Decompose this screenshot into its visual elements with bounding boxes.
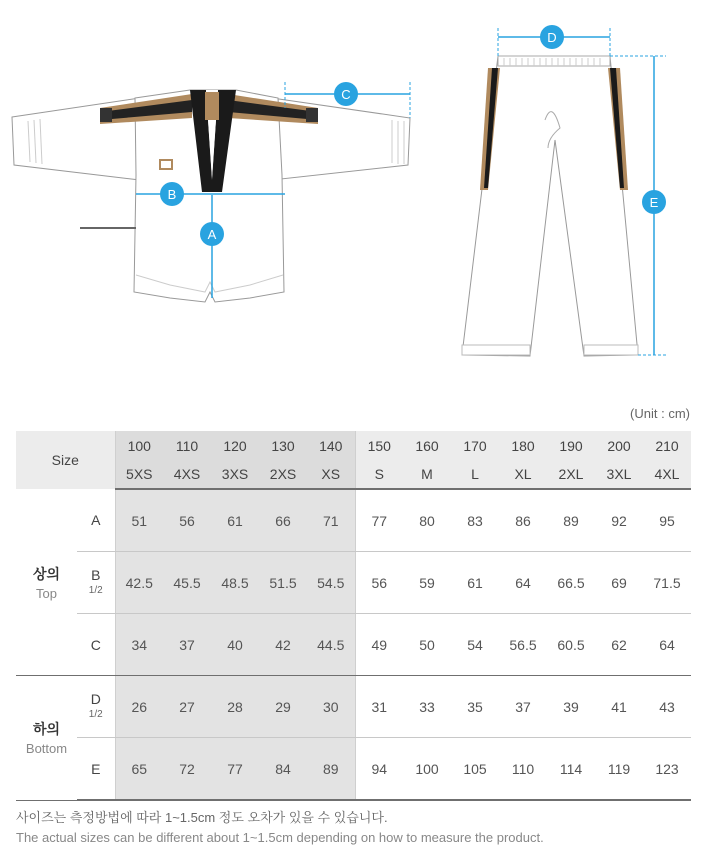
- value-cell: 48.5: [211, 552, 259, 614]
- group-label-en: Top: [36, 585, 57, 601]
- marker-e: [642, 190, 666, 214]
- size-cell: M: [403, 460, 451, 489]
- height-cell: 140: [307, 431, 355, 460]
- height-cell: 170: [451, 431, 499, 460]
- value-cell: 92: [595, 489, 643, 552]
- value-cell: 95: [643, 489, 691, 552]
- value-cell: 29: [259, 676, 307, 738]
- size-cell: 2XS: [259, 460, 307, 489]
- value-cell: 119: [595, 738, 643, 801]
- uniform-diagram: [0, 0, 706, 400]
- measurement-letter: E: [91, 760, 101, 777]
- value-cell: 56.5: [499, 614, 547, 676]
- measurement-letter: D: [90, 690, 101, 707]
- size-cell: 3XL: [595, 460, 643, 489]
- table-row: [16, 676, 691, 738]
- value-cell: 49: [355, 614, 403, 676]
- value-cell: 62: [595, 614, 643, 676]
- value-cell: 54.5: [307, 552, 355, 614]
- height-cell: 180: [499, 431, 547, 460]
- svg-text:D: D: [547, 30, 557, 45]
- value-cell: 56: [163, 489, 211, 552]
- value-cell: 39: [547, 676, 595, 738]
- svg-text:B: B: [167, 187, 177, 202]
- value-cell: 26: [115, 676, 163, 738]
- value-cell: 45.5: [163, 552, 211, 614]
- measurement-letter: A: [91, 512, 101, 528]
- size-cell: 4XL: [643, 460, 691, 489]
- value-cell: 100: [403, 738, 451, 801]
- value-cell: 33: [403, 676, 451, 738]
- value-cell: 59: [403, 552, 451, 614]
- size-cell: 5XS: [115, 460, 163, 489]
- value-cell: 60.5: [547, 614, 595, 676]
- height-cell: 110: [163, 431, 211, 460]
- value-cell: 61: [451, 552, 499, 614]
- value-cell: 105: [451, 738, 499, 801]
- unit-label: (Unit : cm): [630, 406, 690, 421]
- table-row: [16, 738, 691, 801]
- value-cell: 51: [115, 489, 163, 552]
- table-row: [16, 489, 691, 552]
- value-cell: 30: [307, 676, 355, 738]
- value-cell: 35: [451, 676, 499, 738]
- measurement-sub: 1/2: [88, 708, 103, 720]
- size-cell: L: [451, 460, 499, 489]
- measurement-label: [77, 614, 115, 676]
- group-label-ko: 하의: [32, 721, 61, 738]
- group-label-en: Bottom: [25, 741, 68, 757]
- value-cell: 89: [307, 738, 355, 801]
- size-chart-table: [16, 431, 691, 801]
- value-cell: 61: [211, 489, 259, 552]
- pants-illustration: [462, 56, 638, 356]
- group-label-ko: 상의: [32, 565, 61, 582]
- value-cell: 71.5: [643, 552, 691, 614]
- value-cell: 77: [355, 489, 403, 552]
- value-cell: 28: [211, 676, 259, 738]
- measurement-letter: C: [90, 636, 101, 653]
- measurement-label: [77, 489, 115, 552]
- value-cell: 43: [643, 676, 691, 738]
- value-cell: 44.5: [307, 614, 355, 676]
- size-cell: XL: [499, 460, 547, 489]
- value-cell: 123: [643, 738, 691, 801]
- group-top: [16, 489, 77, 676]
- value-cell: 84: [259, 738, 307, 801]
- height-cell: 190: [547, 431, 595, 460]
- height-cell: 100: [115, 431, 163, 460]
- size-cell: 4XS: [163, 460, 211, 489]
- marker-b: [160, 182, 184, 206]
- value-cell: 51.5: [259, 552, 307, 614]
- measurement-label: [77, 738, 115, 801]
- group-bottom: [16, 676, 77, 801]
- size-cell: S: [355, 460, 403, 489]
- height-cell: 160: [403, 431, 451, 460]
- value-cell: 54: [451, 614, 499, 676]
- height-cell: 200: [595, 431, 643, 460]
- value-cell: 114: [547, 738, 595, 801]
- height-cell: 130: [259, 431, 307, 460]
- value-cell: 66: [259, 489, 307, 552]
- value-cell: 34: [115, 614, 163, 676]
- marker-d: [540, 25, 564, 49]
- height-cell: 150: [355, 431, 403, 460]
- value-cell: 37: [163, 614, 211, 676]
- size-header-row: [16, 460, 691, 489]
- marker-c: [334, 82, 358, 106]
- value-cell: 77: [211, 738, 259, 801]
- marker-a: [200, 222, 224, 246]
- value-cell: 64: [499, 552, 547, 614]
- value-cell: 42.5: [115, 552, 163, 614]
- height-header-row: [16, 431, 691, 460]
- value-cell: 41: [595, 676, 643, 738]
- size-cell: 2XL: [547, 460, 595, 489]
- size-header: Size: [16, 431, 115, 489]
- value-cell: 86: [499, 489, 547, 552]
- value-cell: 89: [547, 489, 595, 552]
- value-cell: 66.5: [547, 552, 595, 614]
- note-english: The actual sizes can be different about 1~1.5cm depending on how to measure the product.: [16, 830, 544, 845]
- value-cell: 56: [355, 552, 403, 614]
- value-cell: 40: [211, 614, 259, 676]
- measurement-sub: 1/2: [88, 584, 103, 596]
- value-cell: 72: [163, 738, 211, 801]
- value-cell: 80: [403, 489, 451, 552]
- note-korean: 사이즈는 측정방법에 따라 1~1.5cm 정도 오차가 있을 수 있습니다.: [16, 810, 388, 825]
- svg-text:C: C: [341, 87, 351, 102]
- value-cell: 83: [451, 489, 499, 552]
- size-cell: 3XS: [211, 460, 259, 489]
- value-cell: 69: [595, 552, 643, 614]
- value-cell: 64: [643, 614, 691, 676]
- value-cell: 110: [499, 738, 547, 801]
- table-row: [16, 614, 691, 676]
- height-cell: 210: [643, 431, 691, 460]
- value-cell: 37: [499, 676, 547, 738]
- size-cell: XS: [307, 460, 355, 489]
- value-cell: 42: [259, 614, 307, 676]
- height-cell: 120: [211, 431, 259, 460]
- value-cell: 27: [163, 676, 211, 738]
- value-cell: 65: [115, 738, 163, 801]
- table-row: [16, 552, 691, 614]
- jacket-illustration: [12, 90, 410, 302]
- value-cell: 71: [307, 489, 355, 552]
- svg-text:E: E: [649, 195, 659, 210]
- value-cell: 50: [403, 614, 451, 676]
- svg-text:A: A: [207, 227, 217, 242]
- value-cell: 31: [355, 676, 403, 738]
- measurement-label: [77, 676, 115, 738]
- value-cell: 94: [355, 738, 403, 801]
- measurement-label: [77, 552, 115, 614]
- measurement-letter: B: [91, 566, 101, 583]
